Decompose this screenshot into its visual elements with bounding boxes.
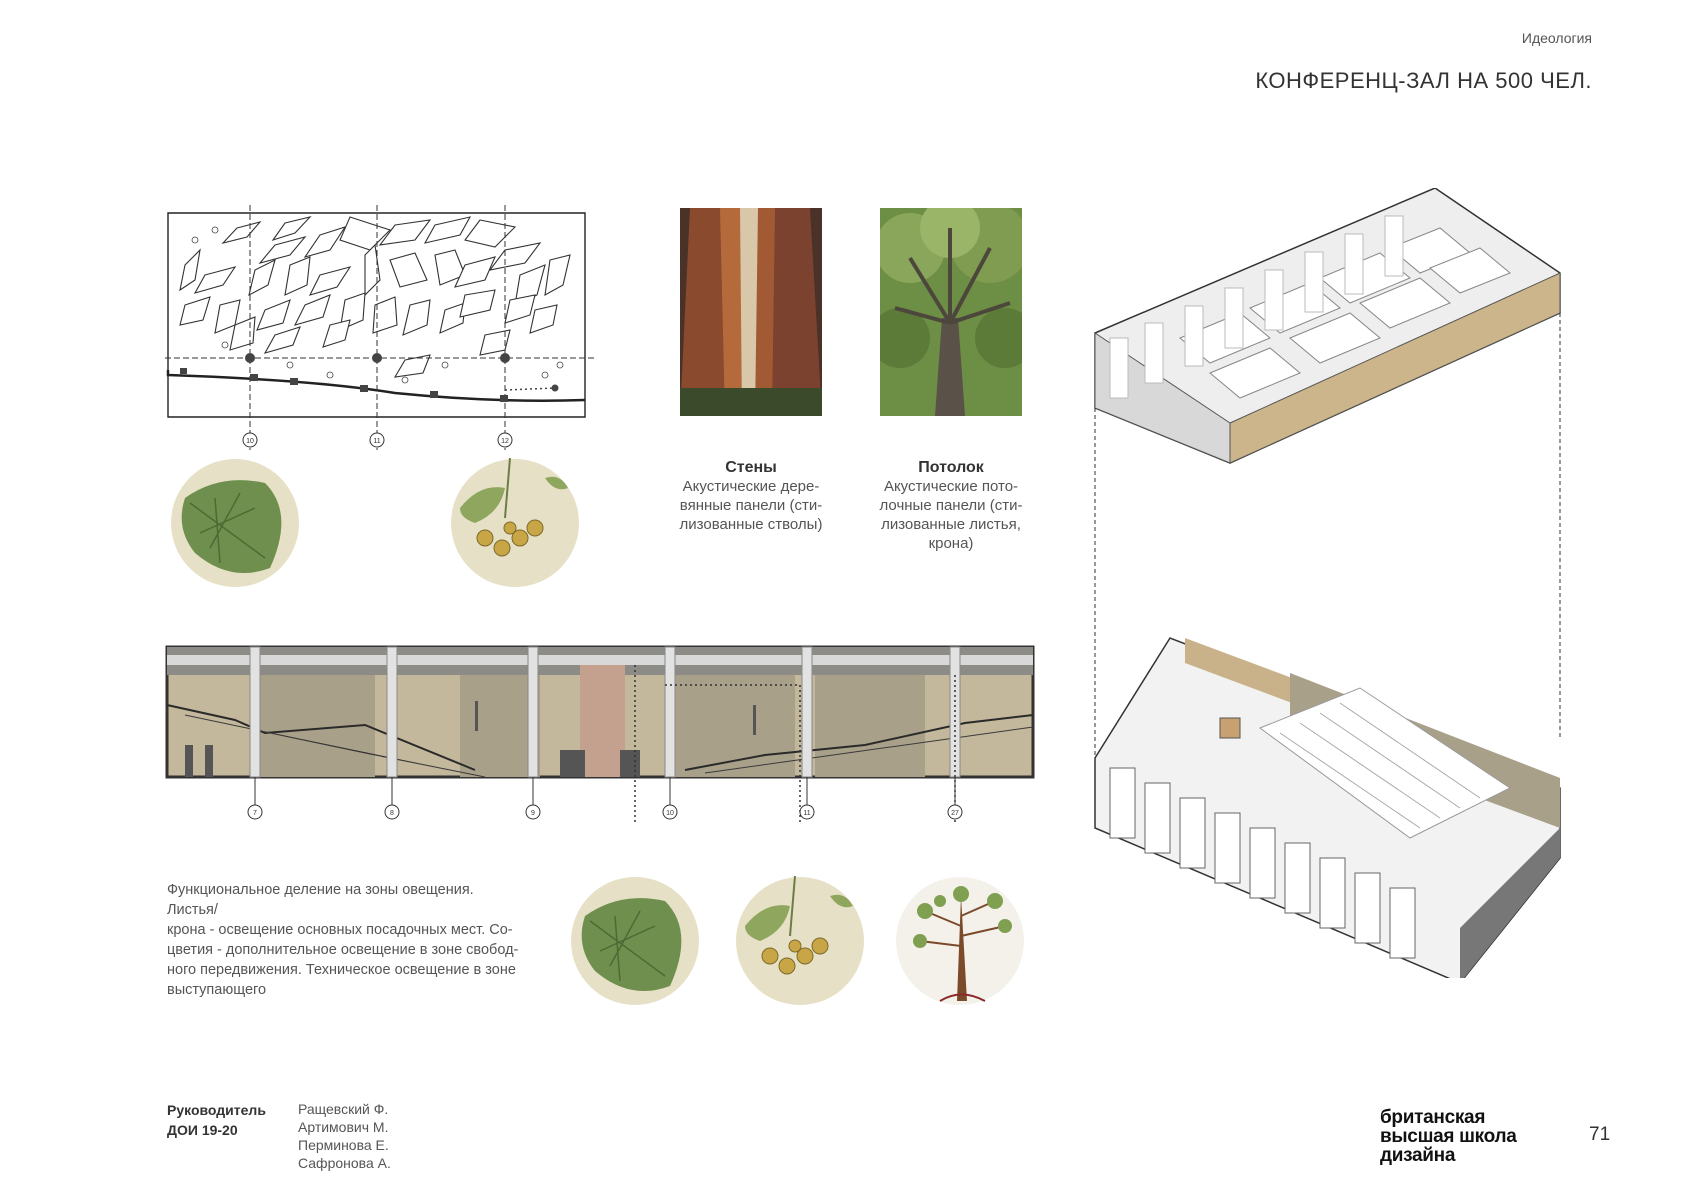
ceiling-description-line: Акустические пото- (883, 478, 1019, 495)
group-label: ДОИ 19-20 (167, 1122, 238, 1138)
page-title: КОНФЕРЕНЦ-ЗАЛ НА 500 ЧЕЛ. (1255, 68, 1592, 93)
walls-description-line: Акустические дере- (682, 478, 820, 495)
logo-line: высшая школа (1380, 1126, 1517, 1147)
footer-supervisor-block (167, 1100, 266, 1140)
footer-names (298, 1100, 391, 1172)
ceiling-caption (865, 458, 1037, 553)
walls-description-line: вянные панели (сти- (679, 497, 823, 514)
school-logo (1380, 1108, 1517, 1165)
plan-axis-label: 12 (501, 438, 509, 445)
section-axis-label: 7 (253, 810, 257, 817)
redwood-trunks-photo (680, 208, 822, 416)
description-line: выступающего (167, 982, 267, 998)
description-line: цветия - дополнительное освещение в зоне свобод- (167, 942, 519, 958)
flower-cluster-illustration (450, 458, 580, 588)
author-name: Сафронова А. (298, 1155, 391, 1171)
walls-title: Стены (725, 459, 777, 476)
section-axis-label: 11 (803, 810, 811, 817)
supervisor-label: Руководитель (167, 1102, 266, 1118)
section-axis-label: 8 (390, 810, 394, 817)
walls-caption (665, 458, 837, 534)
section-axis-label: 10 (666, 810, 674, 817)
logo-line: дизайна (1380, 1145, 1456, 1166)
ceiling-plan-drawing (165, 205, 595, 450)
page-number: 71 (1589, 1124, 1611, 1145)
section-drawing (165, 645, 1035, 825)
author-name: Артимович М. (298, 1119, 389, 1135)
hall-axonometric (1095, 638, 1560, 978)
section-label: Идеология (1521, 30, 1592, 46)
description-line: крона - освещение основных посадочных мест. Со- (167, 922, 513, 938)
ceiling-description-line: лизованные листья, (881, 516, 1021, 533)
tree-illustration (895, 876, 1025, 1006)
section-axis-label: 27 (951, 810, 959, 817)
lighting-description (167, 880, 527, 1000)
walls-description-line: лизованные стволы) (679, 516, 823, 533)
section-axis-label: 9 (531, 810, 535, 817)
flower-cluster-illustration (735, 876, 865, 1006)
ceiling-description-line: крона) (928, 535, 974, 552)
axonometric-drawing (1090, 188, 1575, 978)
leaf-illustration (570, 876, 700, 1006)
description-line: ного передвижения. Техническое освещение в зоне (167, 962, 516, 978)
ceiling-title: Потолок (918, 459, 984, 476)
plan-axis-label: 10 (246, 438, 254, 445)
author-name: Перминова Е. (298, 1137, 389, 1153)
logo-line: британская (1380, 1107, 1486, 1128)
plan-axis-label: 11 (373, 438, 381, 445)
ceiling-description-line: лочные панели (сти- (879, 497, 1023, 514)
ceiling-axonometric (1095, 188, 1560, 463)
description-line: Функциональное деление на зоны овещения. Листья/ (167, 882, 474, 918)
tree-canopy-photo (880, 208, 1022, 416)
leaf-illustration (170, 458, 300, 588)
author-name: Ращевский Ф. (298, 1101, 389, 1117)
